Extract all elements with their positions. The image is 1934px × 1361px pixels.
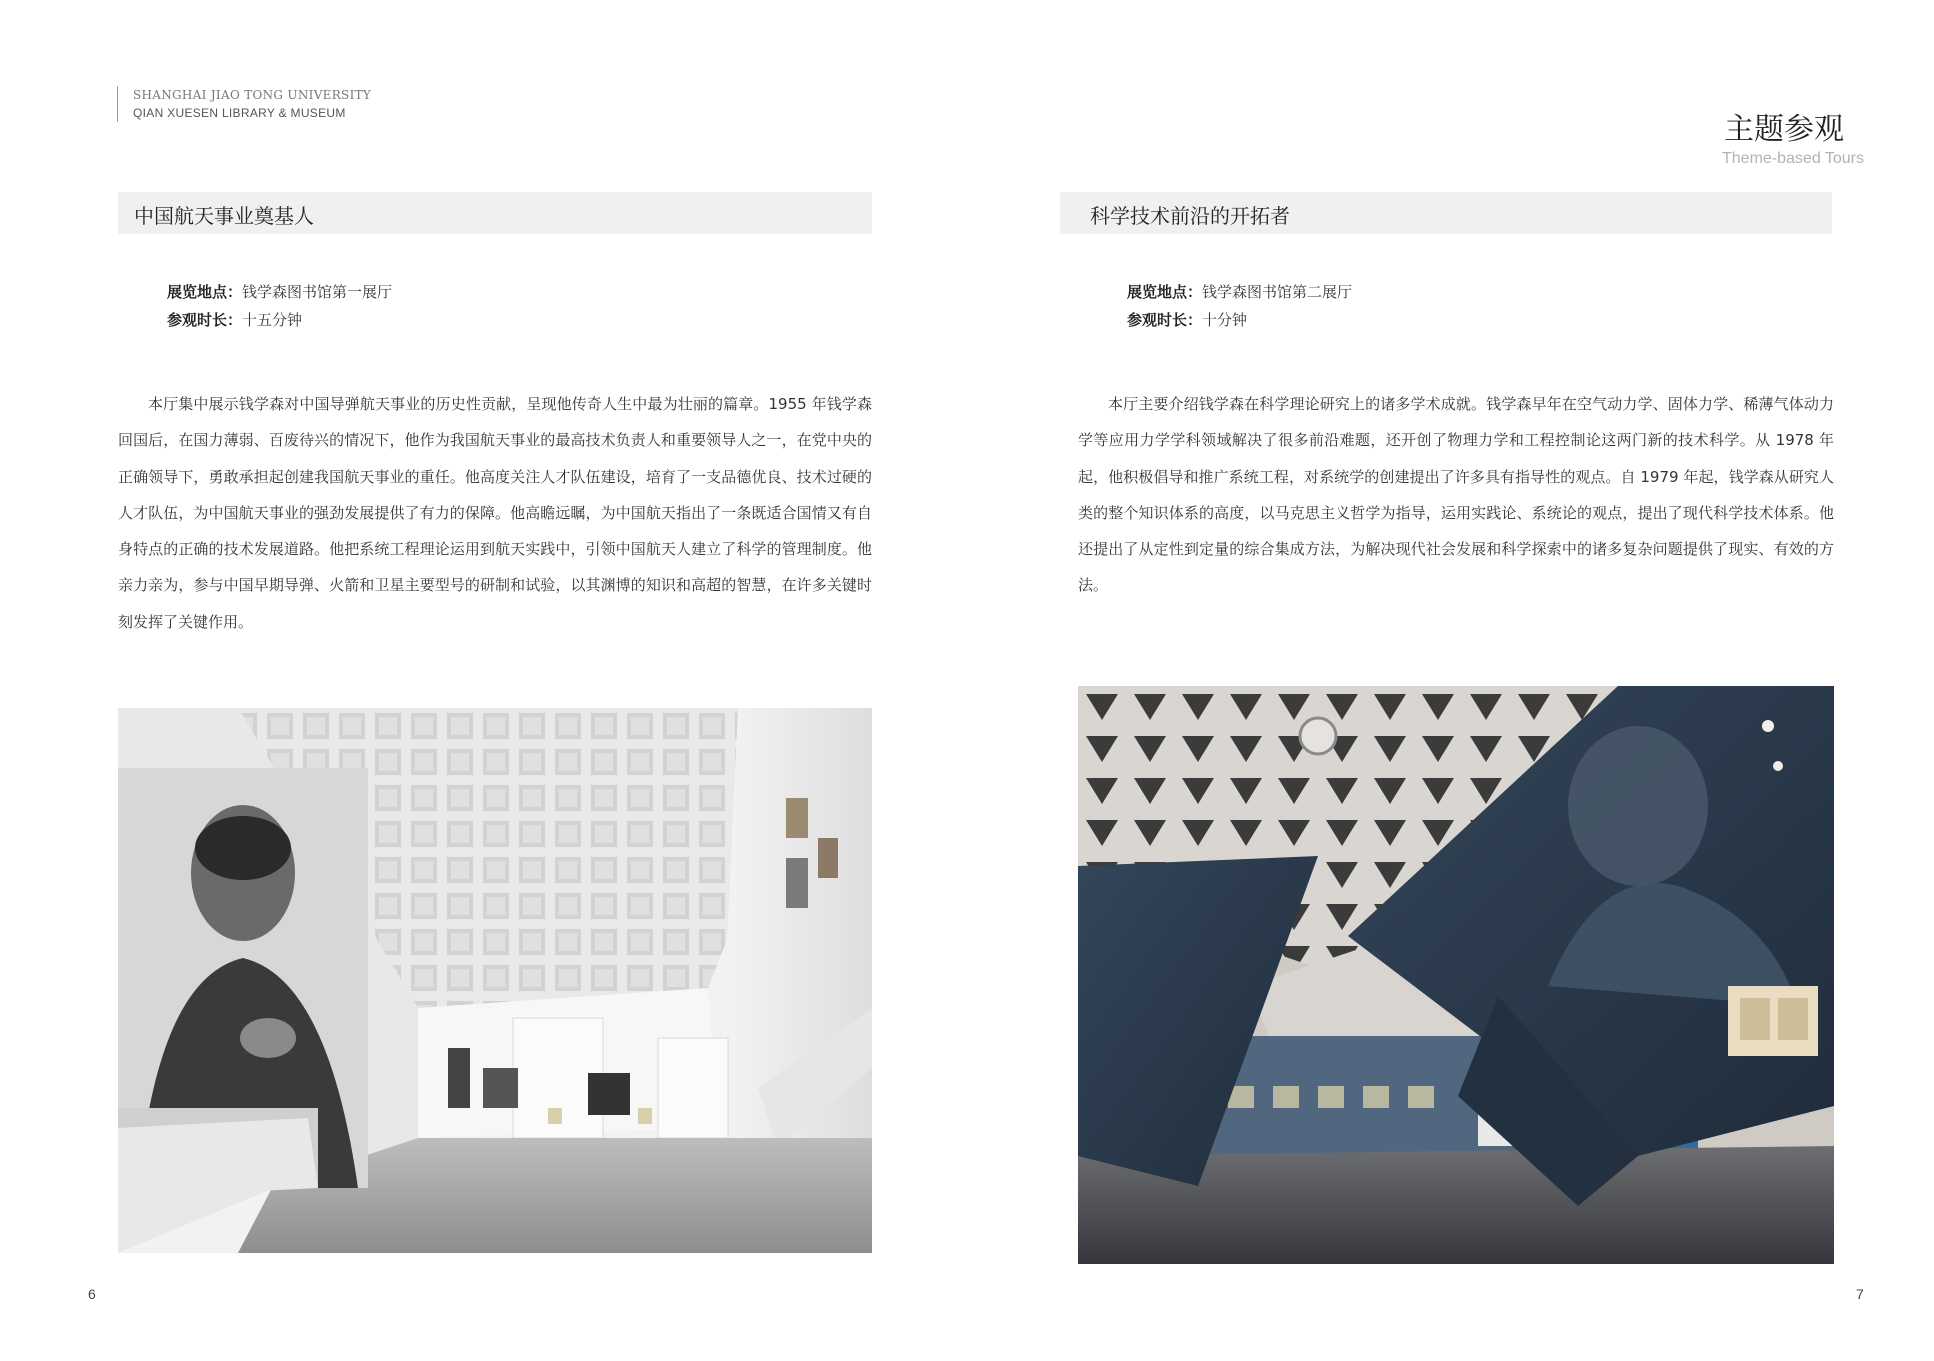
left-section-title-bar	[118, 192, 872, 234]
left-duration-row	[167, 306, 392, 334]
right-location-value: 钱学森图书馆第二展厅	[1202, 283, 1353, 301]
left-body-text: 本厅集中展示钱学森对中国导弹航天事业的历史性贡献，呈现他传奇人生中最为壮丽的篇章。1955 年钱学森回国后，在国力薄弱、百废待兴的情况下，他作为我国航天事业的最高技术负责人和重要领导人之一，在党中央的正确领导下，勇敢承担起创建我国航天事业的重任。他高度关注人才队伍建设，培育了一支品德优良、技术过硬的人才队伍，为中国航天事业的强劲发展提供了有力的保障。他高瞻远瞩，为中国航天指出了一条既适合国情又有自身特点的正确的技术发展道路。他把系统工程理论运用到航天实践中，引领中国航天人建立了科学的管理制度。他亲力亲为，参与中国早期导弹、火箭和卫星主要型号的研制和试验，以其渊博的知识和高超的智慧，在许多关键时刻发挥了关键作用。	[118, 395, 872, 631]
right-body-text: 本厅主要介绍钱学森在科学理论研究上的诸多学术成就。钱学森早年在空气动力学、固体力学、稀薄气体动力学等应用力学学科领域解决了很多前沿难题，还开创了物理力学和工程控制论这两门新的技术科学。从 1978 年起，他积极倡导和推广系统工程，对系统学的创建提出了许多具有指导性的观点。自 1979 年起，钱学森从研究人类的整个知识体系的高度，以马克思主义哲学为指导，运用实践论、系统论的观点，提出了现代科学技术体系。他还提出了从定性到定量的综合集成方法，为解决现代社会发展和科学探索中的诸多复杂问题提供了现实、有效的方法。	[1078, 395, 1834, 595]
left-location-row	[167, 278, 392, 306]
left-location-value: 钱学森图书馆第一展厅	[242, 283, 393, 301]
left-duration-label: 参观时长：	[167, 311, 243, 329]
right-duration-row	[1127, 306, 1352, 334]
right-duration-label: 参观时长：	[1127, 311, 1203, 329]
left-location-label: 展览地点：	[167, 283, 243, 301]
theme-title: 主题参观	[1724, 112, 1844, 147]
right-duration-value: 十分钟	[1202, 311, 1248, 329]
left-duration-value: 十五分钟	[242, 311, 303, 329]
logo-library-name: QIAN XUESEN LIBRARY & MUSEUM	[133, 106, 346, 120]
right-exhibit-photo	[1078, 686, 1834, 1264]
exhibition-hall-image	[1078, 686, 1834, 1264]
left-exhibit-photo	[118, 708, 872, 1253]
right-location-row	[1127, 278, 1352, 306]
left-section-title: 中国航天事业奠基人	[134, 204, 314, 228]
right-location-label: 展览地点：	[1127, 283, 1203, 301]
theme-subtitle: Theme-based Tours	[1722, 150, 1864, 167]
right-meta	[1127, 278, 1352, 334]
logo-university-name: SHANGHAI JIAO TONG UNIVERSITY	[133, 88, 372, 102]
logo-divider	[117, 86, 118, 122]
left-page-number: 6	[88, 1286, 96, 1302]
right-section-title: 科学技术前沿的开拓者	[1090, 204, 1290, 228]
right-section-title-bar	[1060, 192, 1832, 234]
left-meta	[167, 278, 392, 334]
right-page-number: 7	[1856, 1286, 1864, 1302]
qian-xuesen-portrait-and-hall-image	[118, 708, 872, 1253]
